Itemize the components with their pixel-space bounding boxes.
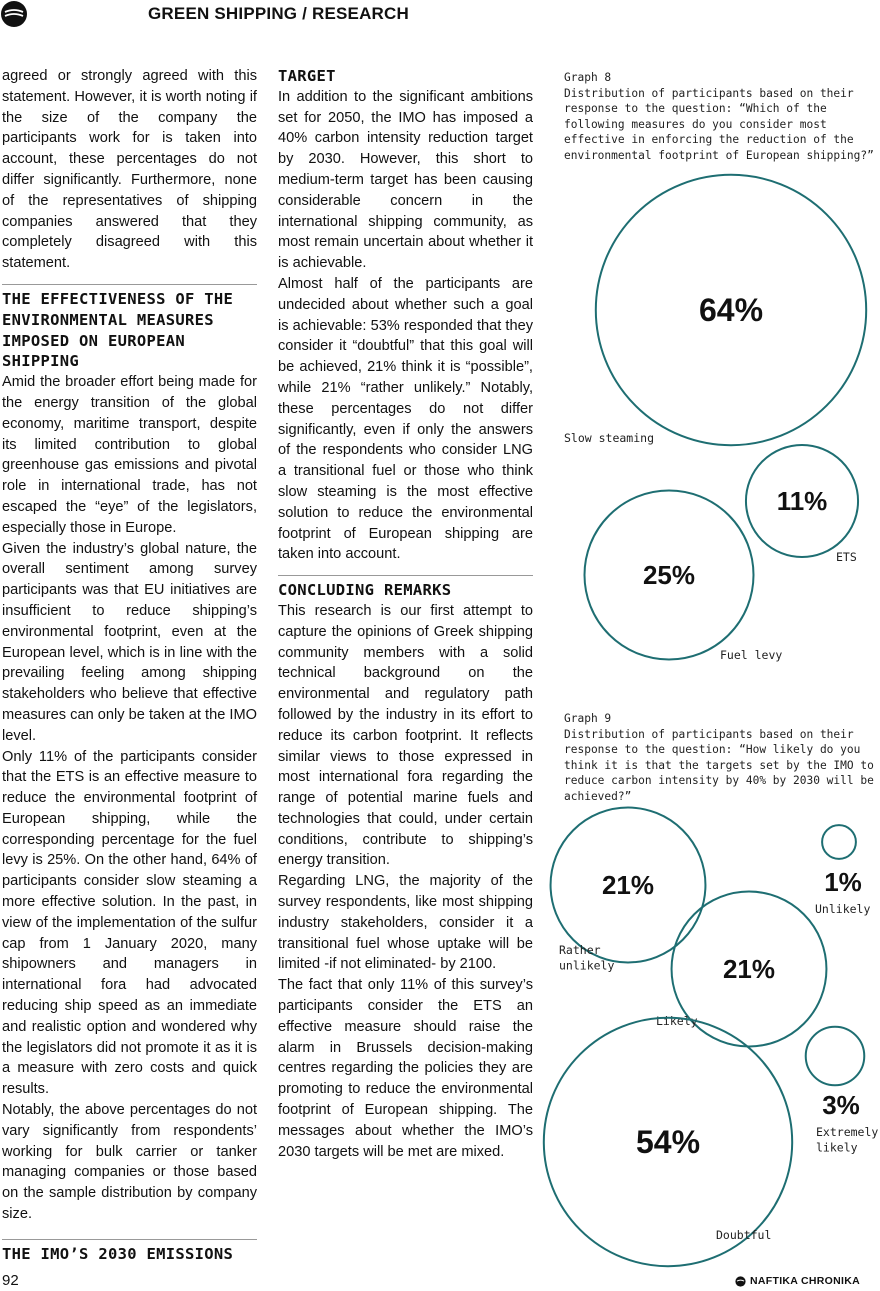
- bubble-extremely-likely: [806, 1027, 865, 1086]
- bubble-label-fuel-levy: Fuel levy: [720, 648, 783, 662]
- paragraph: Notably, the above percentages do not vary significantly from respondents’ working for bulk carrier or tanker managing companies or those based on the sample distribution by company size.: [2, 1102, 257, 1223]
- bubble-label-rather-unlikely: Rather: [559, 943, 601, 957]
- bubble-label-extremely-likely: Extremely: [816, 1125, 879, 1139]
- bubble-label-doubtful: Doubtful: [716, 1228, 772, 1242]
- footer-brand: [735, 1275, 860, 1287]
- section-heading: TARGET: [278, 67, 336, 85]
- paragraph: Amid the broader effort being made for the energy transition of the global economy, maritime transport, despite its limited contribution to global greenhouse gas emissions and pivotal role in international trade, has not escaped the “eye” of the legislators, especially those in Europe.: [2, 374, 257, 536]
- paragraph: This research is our first attempt to capture the opinions of Greek shipping community members with a solid technical background on the environmental and regulatory path followed by the industry in its effort to reduce its carbon footprint. It reflects similar views to those expressed in most international fora regarding the range of potential marine fuels and technologies that could, under certain conditions, contribute to shipping’s energy transition.: [278, 602, 533, 869]
- bubble-label-rather-unlikely: unlikely: [559, 958, 615, 973]
- bubble-label-likely: Likely: [656, 1014, 698, 1028]
- brand-logo-icon: [735, 1276, 746, 1287]
- page-number: 92: [2, 1272, 19, 1289]
- bubble-value-ets: 11%: [776, 486, 828, 517]
- paragraph: Regarding LNG, the majority of the survey respondents, like most shipping industry stakeholders, consider it a transitional fuel whose uptake will be limited -if not eliminated- by 2100.: [278, 873, 533, 973]
- section-heading: THE IMO’S 2030 EMISSIONS: [2, 1244, 234, 1263]
- bubble-value-doubtful: 54%: [635, 1124, 701, 1161]
- bubble-value-unlikely: 1%: [824, 867, 862, 897]
- bubble-value-fuel-levy: 25%: [642, 560, 696, 591]
- bubble-value-likely: 21%: [722, 954, 776, 985]
- bubble-value-slow-steaming: 64%: [698, 292, 764, 329]
- paragraph: Given the industry’s global nature, the overall sentiment among survey participants was that EU initiatives are insufficient to reduce shipping’s environmental footprint, even at the European level, which is in line with the prevailing feeling among shipping stakeholders who believe that effective measures can only be taken at the IMO level.: [2, 540, 257, 744]
- bubble-label-slow-steaming: Slow steaming: [564, 431, 655, 445]
- bubble-value-rather-unlikely: 21%: [601, 870, 655, 901]
- bubble-value-extremely-likely: 3%: [822, 1090, 860, 1120]
- paragraph: Almost half of the participants are undecided about whether such a goal is achievable: 53% responded that they consider it “doubtful” that this goal will be achieved, 21% think it is “possible”, while 21% “rather unlikely.” Notably, these percentages do not differ significantly, even if only the answers of the respondents who consider LNG a transitional fuel or those who think slow steaming is the most effective solution to reduce the environmental footprint of European shipping are taken into account.: [278, 275, 533, 563]
- section-heading: CONCLUDING REMARKS: [278, 581, 452, 600]
- paragraph: The fact that only 11% of this survey’s participants consider the ETS an effective measure should raise the alarm in Brussels decision-making centres regarding the policies they are promoting to reduce the environmental footprint of European shipping. The messages about whether the IMO’s 2030 targets will be met are mixed.: [278, 977, 533, 1160]
- bubble-label-unlikely: Unlikely: [815, 902, 871, 916]
- graph9-title: Distribution of participants based on their response to the question: “How likely do you think it is that the targets set by the IMO to reduce carbon intensity by 40% by 2030 will be achieved?”: [564, 727, 874, 803]
- bubble-unlikely: [822, 825, 856, 859]
- graph9-label: Graph 9: [564, 712, 612, 725]
- section-heading: THE EFFECTIVENESS OF THE ENVIRONMENTAL MEASURES IMPOSED ON EUROPEAN SHIPPING: [2, 289, 234, 371]
- paragraph: Only 11% of the participants consider that the ETS is an effective measure to reduce the environmental footprint of European shipping, while the corresponding percentage for the fuel levy is 25%. On the other hand, 64% of participants consider slow steaming a more effective solution. In the past, in view of the implementation of the sulfur cap from 1 January 2020, many shipowners and managers in international fora had advocated reducing ship speed as an immediate and realistic option and wondered why the legislators did not promote it as it is a measure with zero costs and quick results.: [2, 748, 257, 1098]
- paragraph: agreed or strongly agreed with this statement. However, it is worth noting if the size of the company the participants work for is taken into account, these percentages do not differ significantly. Furthermore, none of the representatives of shipping companies answered that they completely disagreed with this statement.: [2, 68, 257, 272]
- bubble-label-ets: ETS: [836, 550, 857, 564]
- brand-name: NAFTIKA CHRONIKA: [750, 1275, 860, 1287]
- graph8-title: Distribution of participants based on their response to the question: “Which of the following measures do you consider most effective in enforcing the reduction of the environmental footprint of European shipping?”: [564, 86, 874, 162]
- paragraph: In addition to the significant ambitions set for 2050, the IMO has imposed a 40% carbon intensity reduction target by 2030. However, this short to medium-term target has been causing considerable concern in the international shipping community, as most remain uncertain about whether it is achievable.: [278, 88, 533, 272]
- section-header: GREEN SHIPPING / RESEARCH: [148, 4, 409, 23]
- graph8-label: Graph 8: [564, 71, 612, 84]
- bubble-label-extremely-likely: likely: [816, 1140, 858, 1155]
